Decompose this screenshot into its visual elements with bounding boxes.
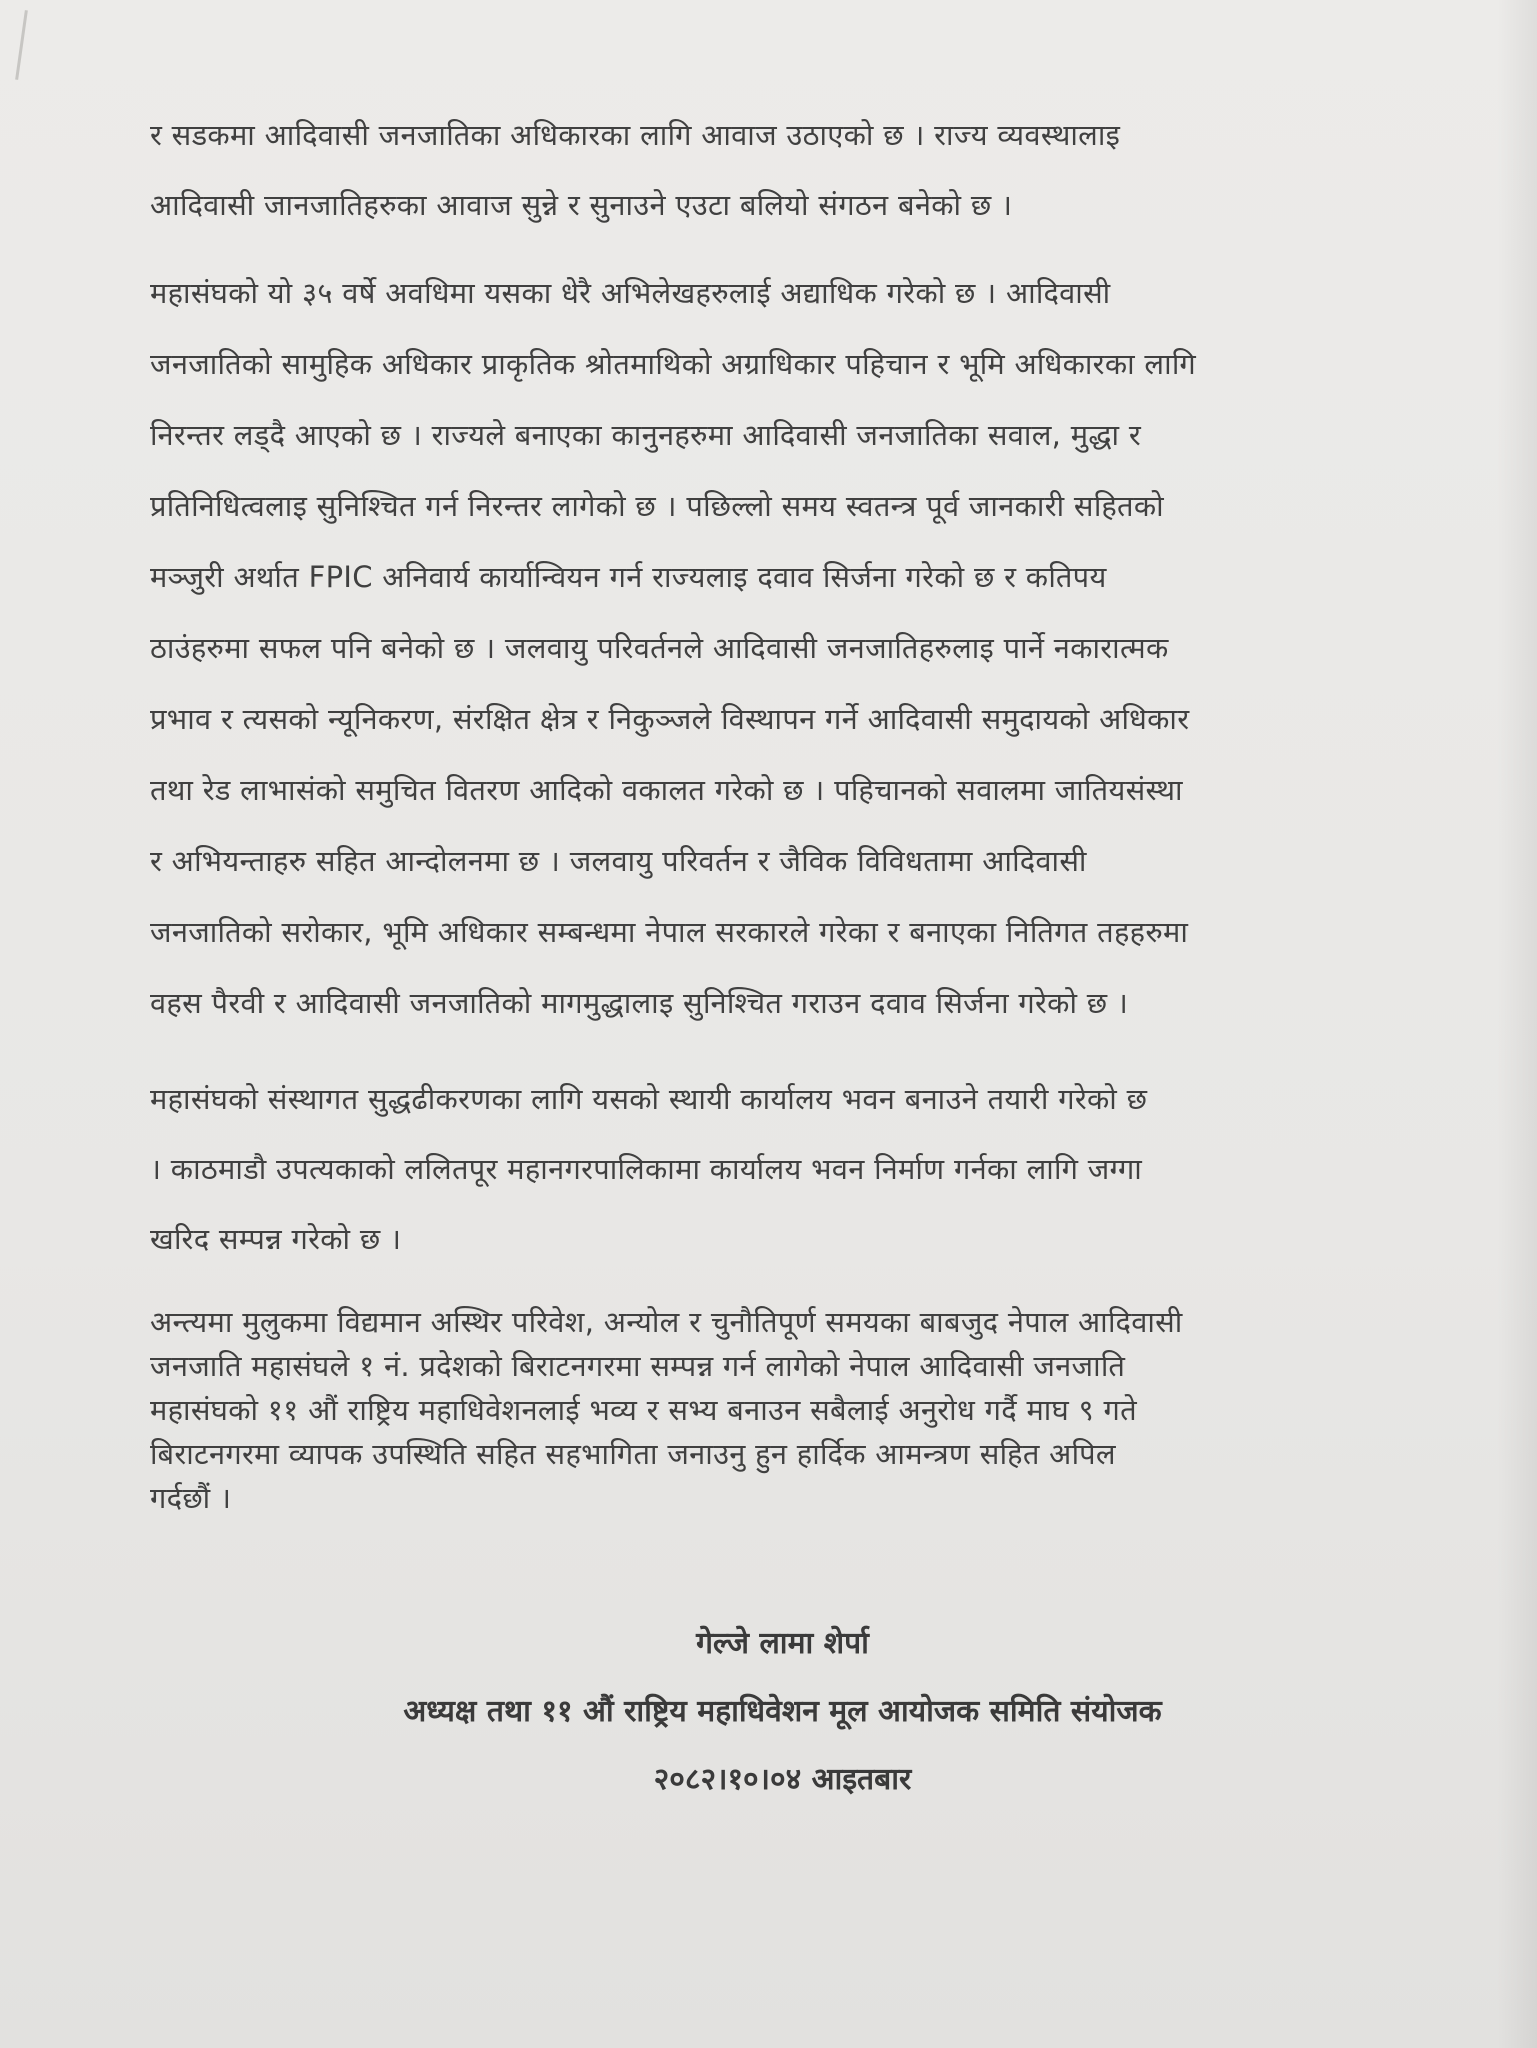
paragraph-line: र सडकमा आदिवासी जनजातिका अधिकारका लागि आवाज उठाएको छ । राज्य व्यवस्थालाइ bbox=[150, 118, 1121, 152]
paragraph-line: आदिवासी जानजातिहरुका आवाज सुन्ने र सुनाउने एउटा बलियो संगठन बनेको छ । bbox=[150, 188, 1013, 222]
paragraph-line: खरिद सम्पन्न गरेको छ । bbox=[150, 1222, 402, 1256]
paragraph-line: । काठमाडौ उपत्यकाको ललितपूर महानगरपालिकामा कार्यालय भवन निर्माण गर्नका लागि जग्गा bbox=[150, 1152, 1143, 1186]
paragraph-line: जनजाति महासंघले १ नं. प्रदेशको बिराटनगरमा सम्पन्न गर्न लागेको नेपाल आदिवासी जनजाति bbox=[150, 1349, 1126, 1383]
paragraph-line: अन्त्यमा मुलुकमा विद्यमान अस्थिर परिवेश, अन्योल र चुनौतिपूर्ण समयका बाबजुद नेपाल आदिवासी bbox=[150, 1305, 1183, 1339]
paragraph-1 bbox=[150, 100, 1415, 240]
paragraph-line: प्रभाव र त्यसको न्यूनिकरण, संरक्षित क्षेत्र र निकुञ्जले विस्थापन गर्ने आदिवासी समुदायको अधिकार bbox=[150, 702, 1190, 736]
signatory-name: गेल्जे लामा शेर्पा bbox=[696, 1626, 869, 1661]
paragraph-line: महासंघको संस्थागत सुद्धढीकरणका लागि यसको स्थायी कार्यालय भवन बनाउने तयारी गरेको छ bbox=[150, 1082, 1148, 1116]
signatory-title: अध्यक्ष तथा ११ औं राष्ट्रिय महाधिवेशन मूल आयोजक समिति संयोजक bbox=[403, 1694, 1162, 1729]
paragraph-line: जनजातिको सामुहिक अधिकार प्राकृतिक श्रोतमाथिको अग्राधिकार पहिचान र भूमि अधिकारका लागि bbox=[150, 347, 1197, 381]
paragraph-line: बिराटनगरमा व्यापक उपस्थिति सहित सहभागिता जनाउनु हुन हार्दिक आमन्त्रण सहित अपिल bbox=[150, 1437, 1116, 1471]
paragraph-2 bbox=[150, 258, 1415, 1039]
paragraph-line: गर्दछौं । bbox=[150, 1481, 232, 1515]
paragraph-line: र अभियन्ताहरु सहित आन्दोलनमा छ । जलवायु परिवर्तन र जैविक विविधतामा आदिवासी bbox=[150, 844, 1087, 878]
page-edge-mark bbox=[15, 10, 28, 80]
paragraph-line: वहस पैरवी र आदिवासी जनजातिको मागमुद्धालाइ सुनिश्चित गराउन दवाव सिर्जना गरेको छ । bbox=[150, 986, 1129, 1020]
paragraph-line: तथा रेड लाभासंको समुचित वितरण आदिको वकालत गरेको छ । पहिचानको सवालमा जातियसंस्था bbox=[150, 773, 1183, 807]
page-shadow bbox=[1497, 0, 1537, 2048]
paragraph-line: महासंघको ११ औं राष्ट्रिय महाधिवेशनलाई भव्य र सभ्य बनाउन सबैलाई अनुरोध गर्दै माघ ९ गते bbox=[150, 1393, 1137, 1427]
paragraph-line: मञ्जुरी अर्थात FPIC अनिवार्य कार्यान्वियन गर्न राज्यलाइ दवाव सिर्जना गरेको छ र कतिपय bbox=[150, 560, 1107, 594]
paragraph-line: निरन्तर लड्दै आएको छ । राज्यले बनाएका कानुनहरुमा आदिवासी जनजातिका सवाल, मुद्धा र bbox=[150, 418, 1142, 452]
paragraph-3 bbox=[150, 1064, 1415, 1274]
paragraph-line: ठाउंहरुमा सफल पनि बनेको छ । जलवायु परिवर्तनले आदिवासी जनजातिहरुलाइ पार्ने नकारात्मक bbox=[150, 631, 1169, 665]
paragraph-line: प्रतिनिधित्वलाइ सुनिश्चित गर्न निरन्तर लागेको छ । पछिल्लो समय स्वतन्त्र पूर्व जानकारी सहितको bbox=[150, 489, 1164, 523]
paragraph-line: जनजातिको सरोकार, भूमि अधिकार सम्बन्धमा नेपाल सरकारले गरेका र बनाएका नितिगत तहहरुमा bbox=[150, 915, 1189, 949]
paragraph-line: महासंघको यो ३५ वर्षे अवधिमा यसका धेरै अभिलेखहरुलाई अद्याधिक गरेको छ । आदिवासी bbox=[150, 276, 1111, 310]
paragraph-4 bbox=[150, 1300, 1415, 1520]
signature-date: २०८२।१०।०४ आइतबार bbox=[653, 1762, 912, 1797]
signature-block bbox=[150, 1610, 1415, 1814]
